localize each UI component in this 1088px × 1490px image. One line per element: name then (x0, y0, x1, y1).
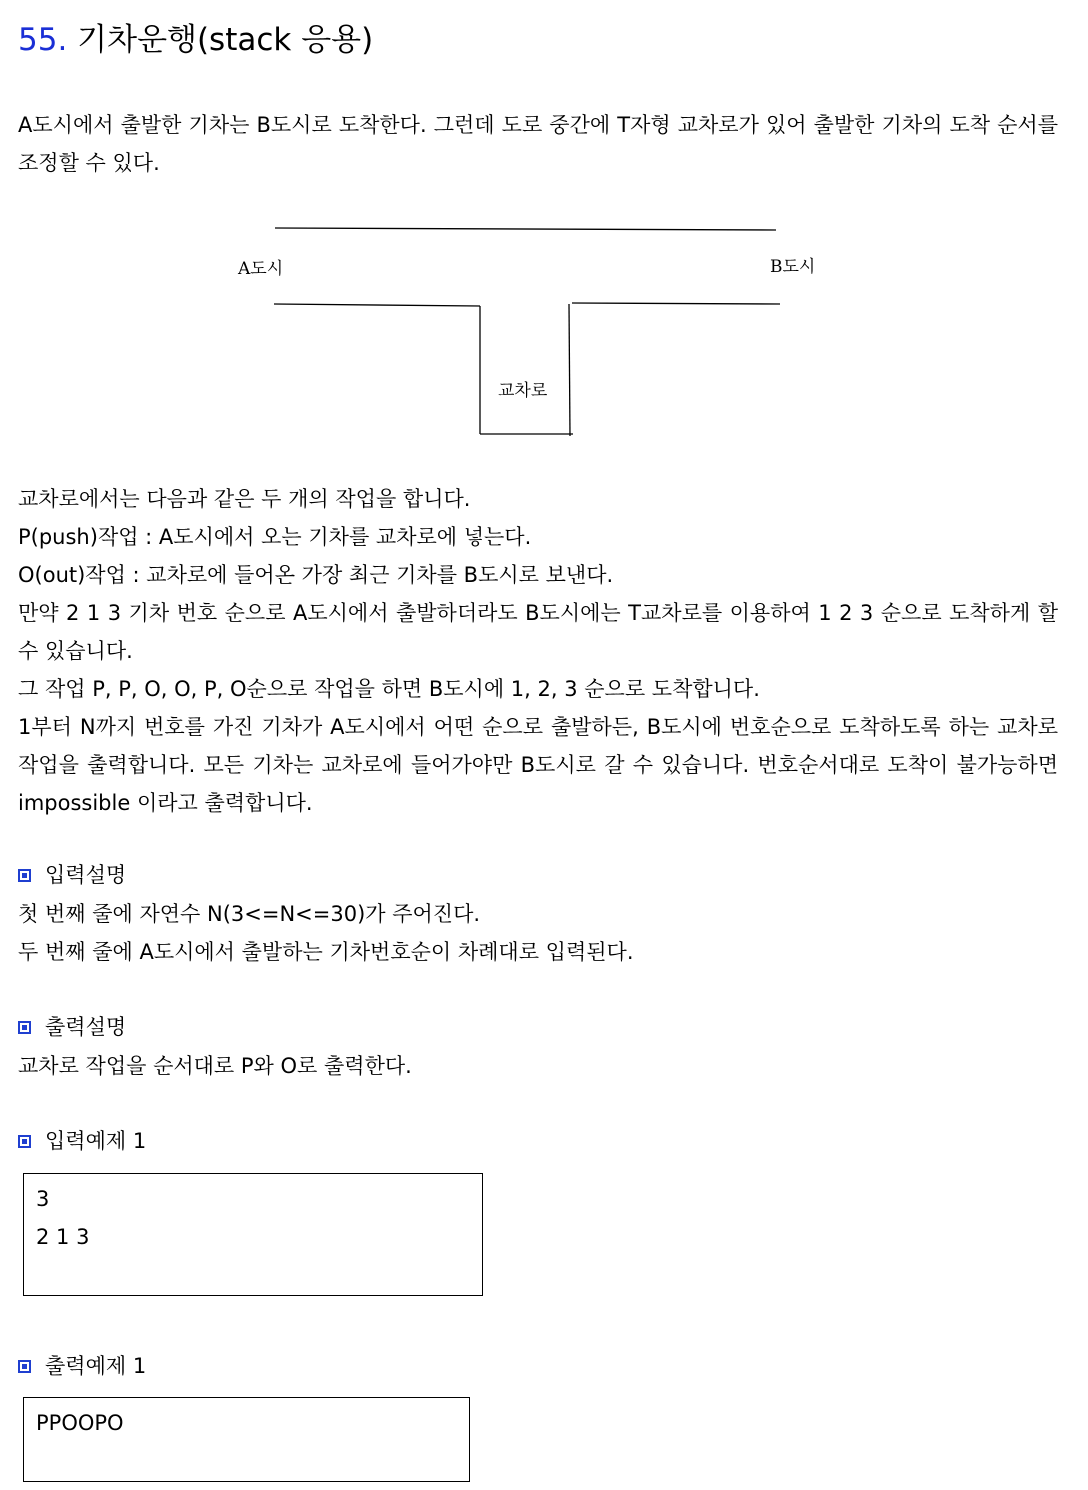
input-desc-heading (18, 860, 126, 890)
label-city-a: A도시 (238, 259, 284, 279)
section-marker-icon (18, 1360, 31, 1373)
label-junction: 교차로 (498, 381, 548, 401)
input-example-line: 3 (36, 1187, 50, 1211)
description-line: P(push)작업 : A도시에서 오는 기차를 교차로에 넣는다. (18, 525, 532, 549)
description-line: 만약 2 1 3 기차 번호 순으로 A도시에서 출발하더라도 B도시에는 T교차로를 이용하여 1 2 3 순으로 도착하게 할 수 있습니다. (18, 601, 1058, 663)
problem-title (18, 20, 373, 60)
input-example-line: 2 1 3 (36, 1225, 90, 1249)
output-desc-heading (18, 1012, 126, 1042)
description-line: 1부터 N까지 번호를 가진 기차가 A도시에서 어떤 순으로 출발하든, B도시에 번호순으로 도착하도록 하는 교차로 작업을 출력합니다. 모든 기차는 교차로에 들어가야만 B도시로 갈 수 있습니다. 번호순서대로 도착이 불가능하면 impossible 이라고 출력합니다. (18, 715, 1058, 815)
input-desc-line: 첫 번째 줄에 자연수 N(3<=N<=30)가 주어진다. (18, 902, 481, 926)
problem-intro: A도시에서 출발한 기차는 B도시로 도착한다. 그런데 도로 중간에 T자형 교차로가 있어 출발한 기차의 도착 순서를 조정할 수 있다. (18, 113, 1058, 175)
problem-description (18, 480, 1058, 822)
section-marker-icon (18, 869, 31, 882)
t-junction-diagram (220, 212, 816, 442)
label-city-b: B도시 (770, 257, 816, 277)
description-line: 교차로에서는 다음과 같은 두 개의 작업을 합니다. (18, 487, 471, 511)
section-marker-icon (18, 1135, 31, 1148)
road-top-line (275, 228, 776, 230)
description-line: 그 작업 P, P, O, O, P, O순으로 작업을 하면 B도시에 1, 2, 3 순으로 도착합니다. (18, 677, 760, 701)
output-desc-heading-text: 출력설명 (45, 1015, 127, 1039)
junction-right-wall (569, 304, 570, 436)
output-example-heading (18, 1351, 146, 1381)
input-example-box (23, 1173, 483, 1296)
section-marker-icon (18, 1021, 31, 1034)
road-bottom-left-line (274, 304, 480, 306)
output-example-line: PPOOPO (36, 1411, 124, 1435)
output-example-heading-text: 출력예제 1 (45, 1354, 147, 1378)
road-bottom-right-line (572, 303, 780, 304)
output-desc-line: 교차로 작업을 순서대로 P와 O로 출력한다. (18, 1054, 412, 1078)
description-line: O(out)작업 : 교차로에 들어온 가장 최근 기차를 B도시로 보낸다. (18, 563, 614, 587)
input-desc-line: 두 번째 줄에 A도시에서 출발하는 기차번호순이 차례대로 입력된다. (18, 940, 634, 964)
input-example-heading (18, 1126, 146, 1156)
problem-number: 55. (18, 22, 68, 58)
input-example-heading-text: 입력예제 1 (45, 1129, 147, 1153)
output-example-box (23, 1397, 470, 1482)
input-desc-heading-text: 입력설명 (45, 863, 127, 887)
problem-title-text: 기차운행(stack 응용) (77, 22, 374, 58)
